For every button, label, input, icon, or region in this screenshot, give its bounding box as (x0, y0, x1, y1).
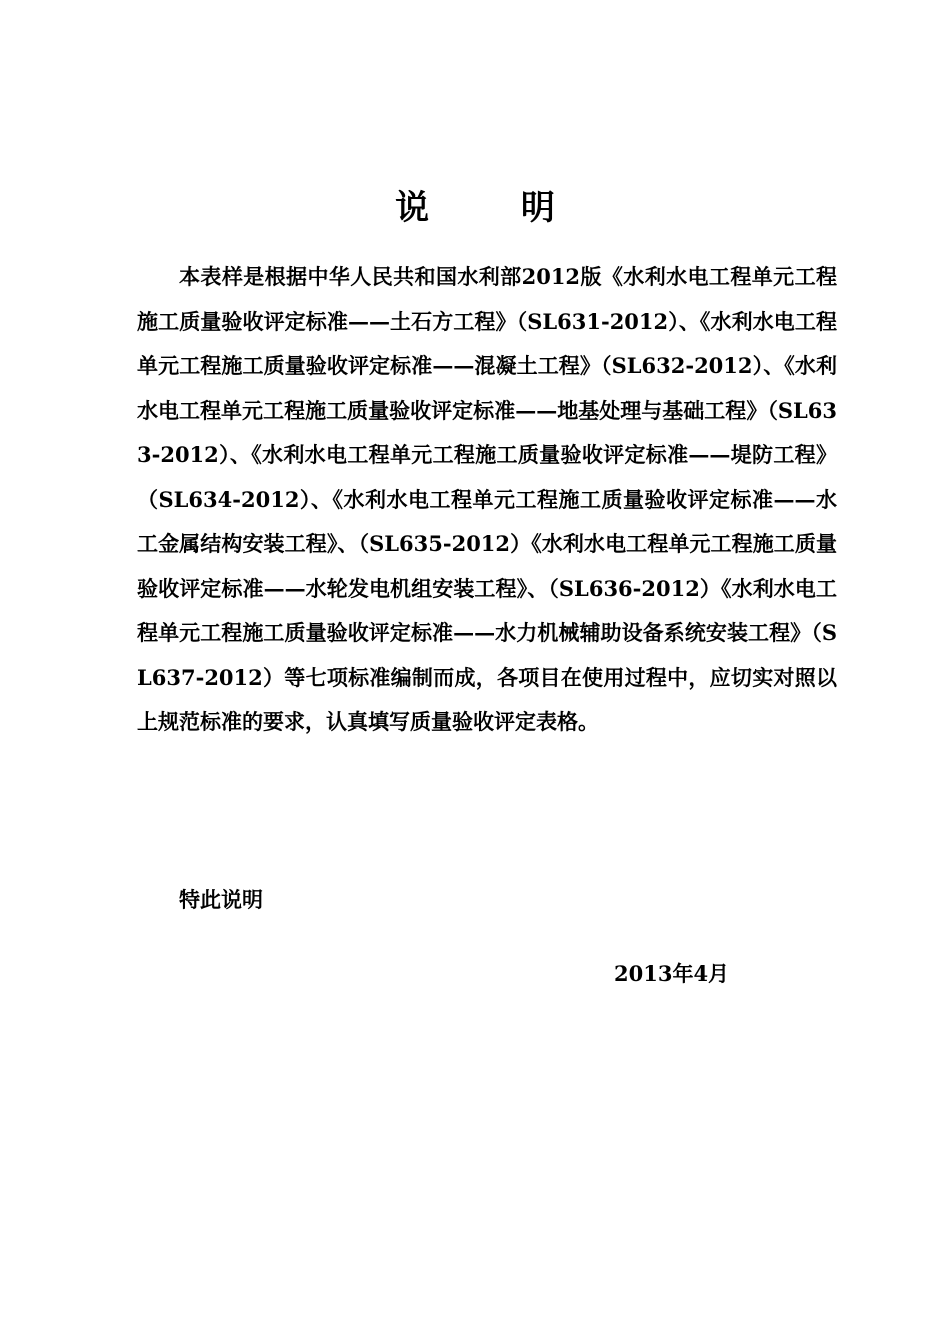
closing-note: 特此说明 (179, 887, 263, 912)
document-date: 2013年4月 (614, 961, 730, 986)
document-title: 说 明 (395, 188, 595, 228)
body-paragraph: 本表样是根据中华人民共和国水利部2012版《水利水电工程单元工程施工质量验收评定标准——土石方工程》（SL631-2012）、《水利水电工程单元工程施工质量验收评定标准——混凝土工程》（SL632-2012）、《水利水电工程单元工程施工质量验收评定标准——地基处理与基础工程》（SL633-2012）、《水利水电工程单元工程施工质量验收评定标准——堤防工程》（SL634-2012）、《水利水电工程单元工程施工质量验收评定标准——水工金属结构安装工程》、（SL635-2012）《水利水电工程单元工程施工质量验收评定标准——水轮发电机组安装工程》、（SL636-2012）《水利水电工程单元工程施工质量验收评定标准——水力机械辅助设备系统安装工程》（SL637-2012）等七项标准编制而成，各项目在使用过程中，应切实对照以上规范标准的要求，认真填写质量验收评定表格。 (137, 264, 837, 734)
